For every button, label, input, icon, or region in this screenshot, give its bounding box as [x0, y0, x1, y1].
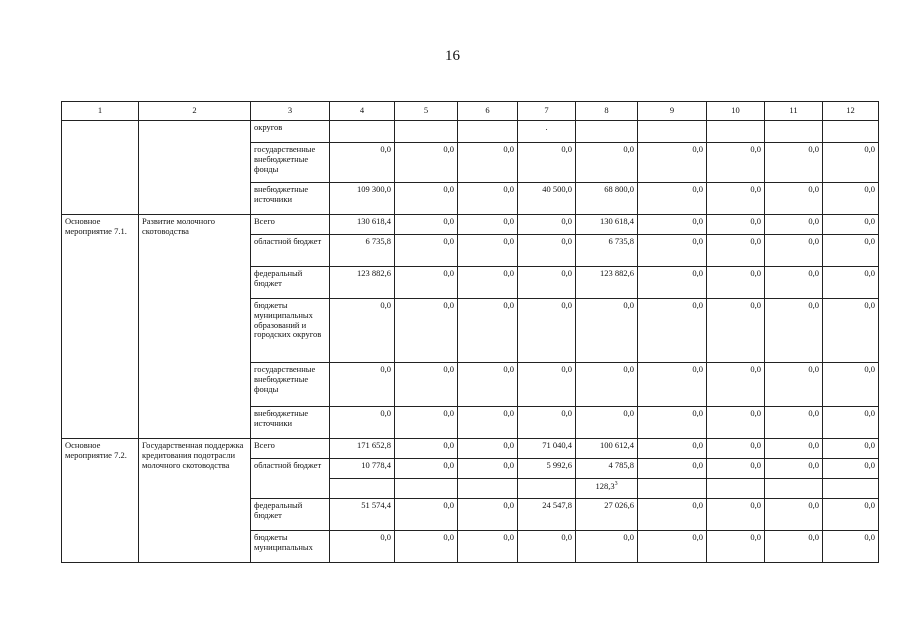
value-cell: 0,0 [823, 439, 879, 459]
value-cell: 0,0 [395, 299, 458, 363]
value-cell: 0,0 [330, 531, 395, 563]
budget-table [61, 101, 879, 563]
value-cell: 0,0 [458, 531, 518, 563]
value-cell: 0,0 [707, 407, 765, 439]
source-cell: федеральный бюджет [251, 267, 330, 299]
value-cell: 6 735,8 [330, 235, 395, 267]
value-cell: 0,0 [458, 143, 518, 183]
source-cell: бюджеты муниципальных [251, 531, 330, 563]
value-cell: 0,0 [576, 363, 638, 407]
column-header-8: 8 [576, 102, 638, 121]
value-cell: 0,0 [707, 459, 765, 479]
value-cell: 0,0 [707, 531, 765, 563]
value-cell: 40 500,0 [518, 183, 576, 215]
value-cell: 0,0 [638, 499, 707, 531]
table-row [62, 121, 879, 143]
value-cell: 0,0 [395, 143, 458, 183]
source-cell: государственные внебюджетные фонды [251, 143, 330, 183]
value-cell: 0,0 [823, 363, 879, 407]
value-cell: 24 547,8 [518, 499, 576, 531]
value-cell: 0,0 [707, 267, 765, 299]
value-cell: 27 026,6 [576, 499, 638, 531]
value-cell: 5 992,6 [518, 459, 576, 479]
value-cell: 0,0 [765, 531, 823, 563]
value-cell: 0,0 [638, 267, 707, 299]
measure-code-7-2: Основное мероприятие 7.2. [62, 439, 139, 563]
value-cell: 0,0 [707, 299, 765, 363]
value-cell: 0,0 [395, 439, 458, 459]
value-cell: 0,0 [823, 143, 879, 183]
value-cell: 0,0 [458, 215, 518, 235]
page-number: 16 [445, 48, 460, 64]
value-cell: 0,0 [765, 267, 823, 299]
value-cell: 0,0 [638, 363, 707, 407]
value-cell: 0,0 [330, 299, 395, 363]
column-header-7: 7 [518, 102, 576, 121]
value-cell: 0,0 [576, 299, 638, 363]
measure-name-7-2: Государственная поддержка кредитования подотрасли молочного скотоводства [139, 439, 251, 563]
value-cell: 0,0 [458, 407, 518, 439]
value-cell: 0,0 [823, 235, 879, 267]
value-cell: 0,0 [638, 439, 707, 459]
value-cell: 0,0 [458, 499, 518, 531]
value-cell: 0,0 [638, 299, 707, 363]
value-cell: 0,0 [638, 531, 707, 563]
table-row [62, 215, 879, 235]
value-cell: 0,0 [395, 531, 458, 563]
value-cell: 0,0 [458, 363, 518, 407]
value-cell: 0,0 [765, 215, 823, 235]
source-cell: Всего [251, 215, 330, 235]
value-cell: 10 778,4 [330, 459, 395, 479]
value-cell: 0,0 [823, 267, 879, 299]
value-cell: 0,0 [458, 235, 518, 267]
name-cell [139, 121, 251, 215]
value-cell: 130 618,4 [330, 215, 395, 235]
value-cell: 0,0 [458, 183, 518, 215]
column-header-10: 10 [707, 102, 765, 121]
column-header-1: 1 [62, 102, 139, 121]
measure-name-7-1: Развитие молочного скотоводства [139, 215, 251, 439]
value-cell: 0,0 [395, 499, 458, 531]
value-cell: 0,0 [638, 215, 707, 235]
value-cell: 0,0 [395, 267, 458, 299]
value-cell: 0,0 [638, 235, 707, 267]
value-cell: 71 040,4 [518, 439, 576, 459]
value-cell: 0,0 [707, 439, 765, 459]
value-cell: 0,0 [638, 459, 707, 479]
value-cell: 0,0 [823, 499, 879, 531]
value-cell: 0,0 [707, 183, 765, 215]
value-cell: . [518, 121, 576, 143]
value-cell: 0,0 [518, 407, 576, 439]
column-header-6: 6 [458, 102, 518, 121]
value-cell: 0,0 [765, 459, 823, 479]
value-cell: 123 882,6 [576, 267, 638, 299]
value-cell: 0,0 [823, 299, 879, 363]
value-cell: 0,0 [330, 407, 395, 439]
value-cell: 0,0 [395, 235, 458, 267]
measure-code-7-1: Основное мероприятие 7.1. [62, 215, 139, 439]
value-cell: 0,0 [823, 459, 879, 479]
value-cell: 0,0 [638, 407, 707, 439]
footnote-cell [576, 479, 638, 499]
value-cell: 0,0 [458, 267, 518, 299]
value-cell: 4 785,8 [576, 459, 638, 479]
value-cell: 0,0 [823, 531, 879, 563]
value-cell: 109 300,0 [330, 183, 395, 215]
value-cell: 0,0 [458, 299, 518, 363]
value-cell: 0,0 [823, 183, 879, 215]
value-cell: 0,0 [395, 215, 458, 235]
value-cell: 0,0 [638, 183, 707, 215]
value-cell: 0,0 [518, 215, 576, 235]
value-cell: 0,0 [518, 235, 576, 267]
value-cell: 0,0 [518, 363, 576, 407]
value-cell: 0,0 [765, 499, 823, 531]
value-cell: 6 735,8 [576, 235, 638, 267]
value-cell: 0,0 [765, 363, 823, 407]
value-cell: 0,0 [638, 143, 707, 183]
value-cell: 0,0 [395, 183, 458, 215]
header-row [62, 102, 879, 121]
value-cell: 0,0 [707, 235, 765, 267]
value-cell: 0,0 [765, 439, 823, 459]
column-header-11: 11 [765, 102, 823, 121]
value-cell: 0,0 [823, 215, 879, 235]
value-cell: 0,0 [765, 235, 823, 267]
value-cell: 0,0 [518, 267, 576, 299]
footnote-mark: 3 [614, 481, 618, 487]
column-header-2: 2 [139, 102, 251, 121]
footnote-value: 128,3 [595, 480, 615, 491]
value-cell: 0,0 [765, 183, 823, 215]
value-cell: 0,0 [823, 407, 879, 439]
column-header-12: 12 [823, 102, 879, 121]
value-cell: 171 652,8 [330, 439, 395, 459]
value-cell: 0,0 [518, 299, 576, 363]
value-cell: 0,0 [395, 407, 458, 439]
value-cell: 68 800,0 [576, 183, 638, 215]
column-header-5: 5 [395, 102, 458, 121]
value-cell: 0,0 [765, 299, 823, 363]
value-cell: 0,0 [765, 407, 823, 439]
code-cell [62, 121, 139, 215]
column-header-3: 3 [251, 102, 330, 121]
value-cell: 0,0 [576, 143, 638, 183]
value-cell: 51 574,4 [330, 499, 395, 531]
value-cell: 100 612,4 [576, 439, 638, 459]
source-cell: областной бюджет [251, 459, 330, 499]
source-cell: внебюджетные источники [251, 183, 330, 215]
source-cell: федеральный бюджет [251, 499, 330, 531]
value-cell: 0,0 [707, 363, 765, 407]
column-header-9: 9 [638, 102, 707, 121]
value-cell: 123 882,6 [330, 267, 395, 299]
value-cell: 0,0 [518, 531, 576, 563]
value-cell: 0,0 [707, 143, 765, 183]
value-cell: 0,0 [330, 143, 395, 183]
table-row [62, 439, 879, 459]
source-cell: государственные внебюджетные фонды [251, 363, 330, 407]
source-cell: бюджеты муниципальных образований и городских округов [251, 299, 330, 363]
value-cell: 0,0 [395, 363, 458, 407]
source-cell: внебюджетные источники [251, 407, 330, 439]
source-cell: округов [251, 121, 330, 143]
value-cell: 0,0 [330, 363, 395, 407]
column-header-4: 4 [330, 102, 395, 121]
source-cell: областной бюджет [251, 235, 330, 267]
value-cell: 0,0 [707, 215, 765, 235]
source-cell: Всего [251, 439, 330, 459]
value-cell: 0,0 [576, 531, 638, 563]
value-cell: 0,0 [576, 407, 638, 439]
value-cell: 0,0 [458, 439, 518, 459]
value-cell: 130 618,4 [576, 215, 638, 235]
value-cell: 0,0 [707, 499, 765, 531]
value-cell: 0,0 [458, 459, 518, 479]
value-cell: 0,0 [518, 143, 576, 183]
value-cell: 0,0 [395, 459, 458, 479]
value-cell: 0,0 [765, 143, 823, 183]
